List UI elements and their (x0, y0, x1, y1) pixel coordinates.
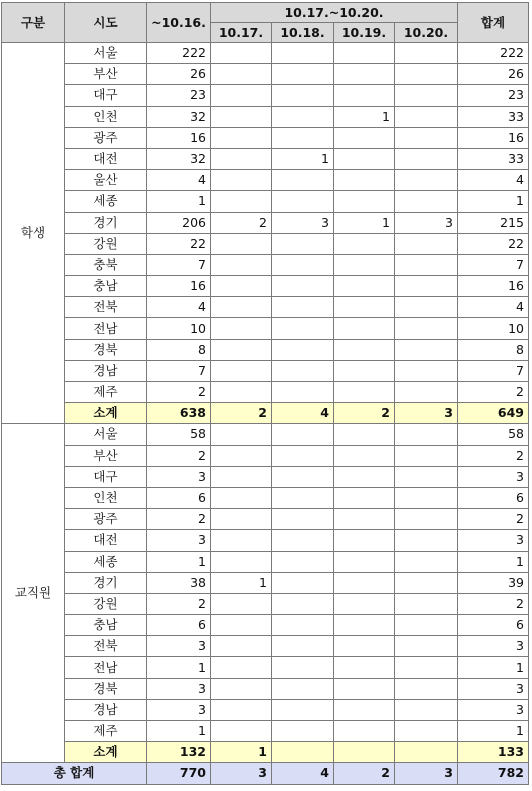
value-cell (211, 551, 272, 572)
table-row (2, 657, 529, 678)
value-cell (395, 382, 458, 403)
value-cell (395, 360, 458, 381)
value-cell (211, 191, 272, 212)
value-cell (272, 106, 334, 127)
subtotal-value (272, 742, 334, 763)
table-row (2, 360, 529, 381)
value-cell (395, 424, 458, 445)
subtotal-value: 3 (395, 403, 458, 424)
table-row (2, 85, 529, 106)
region-cell: 전북 (65, 297, 147, 318)
table-row (2, 699, 529, 720)
value-cell (272, 85, 334, 106)
value-cell (272, 318, 334, 339)
value-cell (272, 170, 334, 191)
table-row (2, 445, 529, 466)
value-cell (395, 530, 458, 551)
group-label: 교직원 (2, 424, 65, 763)
value-cell: 3 (272, 212, 334, 233)
table-row (2, 318, 529, 339)
header-total: 합계 (458, 3, 529, 43)
table-row (2, 170, 529, 191)
table-row (2, 212, 529, 233)
value-cell (334, 445, 395, 466)
value-cell (334, 636, 395, 657)
value-cell (211, 106, 272, 127)
value-cell: 32 (147, 148, 211, 169)
value-cell (272, 64, 334, 85)
value-cell (211, 318, 272, 339)
table-row (2, 276, 529, 297)
value-cell (211, 678, 272, 699)
value-cell (272, 233, 334, 254)
region-cell: 대전 (65, 530, 147, 551)
value-cell (395, 170, 458, 191)
subtotal-value: 649 (458, 403, 529, 424)
value-cell (395, 43, 458, 64)
value-cell (395, 509, 458, 530)
value-cell (395, 233, 458, 254)
table-row (2, 636, 529, 657)
region-cell: 서울 (65, 43, 147, 64)
table-row (2, 615, 529, 636)
value-cell (272, 509, 334, 530)
value-cell (272, 254, 334, 275)
table-row (2, 678, 529, 699)
grand-total-row (2, 763, 529, 784)
region-cell: 강원 (65, 593, 147, 614)
region-cell: 부산 (65, 64, 147, 85)
table-row (2, 64, 529, 85)
region-cell: 경기 (65, 212, 147, 233)
value-cell: 3 (147, 530, 211, 551)
value-cell: 3 (458, 466, 529, 487)
value-cell: 23 (147, 85, 211, 106)
value-cell (272, 276, 334, 297)
table-row (2, 551, 529, 572)
subtotal-row (2, 403, 529, 424)
value-cell (395, 636, 458, 657)
value-cell (211, 487, 272, 508)
table-row (2, 424, 529, 445)
value-cell (395, 487, 458, 508)
value-cell: 38 (147, 572, 211, 593)
header-day: 10.20. (395, 23, 458, 43)
value-cell (334, 382, 395, 403)
header-day: 10.18. (272, 23, 334, 43)
value-cell (334, 127, 395, 148)
value-cell: 2 (147, 509, 211, 530)
value-cell: 222 (458, 43, 529, 64)
region-cell: 인천 (65, 106, 147, 127)
value-cell: 2 (458, 593, 529, 614)
table-row (2, 509, 529, 530)
value-cell: 2 (211, 212, 272, 233)
value-cell: 7 (458, 254, 529, 275)
table-row (2, 593, 529, 614)
value-cell (395, 106, 458, 127)
value-cell (334, 339, 395, 360)
header-day: 10.17. (211, 23, 272, 43)
region-cell: 경남 (65, 360, 147, 381)
grand-total-value: 2 (334, 763, 395, 784)
value-cell: 16 (147, 127, 211, 148)
value-cell: 39 (458, 572, 529, 593)
value-cell: 58 (458, 424, 529, 445)
value-cell (211, 339, 272, 360)
value-cell: 3 (147, 678, 211, 699)
value-cell (395, 254, 458, 275)
table-row (2, 127, 529, 148)
value-cell (272, 382, 334, 403)
table-row (2, 148, 529, 169)
value-cell (334, 509, 395, 530)
value-cell (211, 636, 272, 657)
value-cell: 1 (458, 657, 529, 678)
region-cell: 대구 (65, 466, 147, 487)
grand-total-value: 3 (395, 763, 458, 784)
value-cell (334, 615, 395, 636)
value-cell: 1 (147, 657, 211, 678)
region-cell: 제주 (65, 382, 147, 403)
value-cell (211, 424, 272, 445)
value-cell: 3 (395, 212, 458, 233)
value-cell (395, 678, 458, 699)
value-cell (334, 254, 395, 275)
value-cell: 33 (458, 148, 529, 169)
value-cell (334, 699, 395, 720)
value-cell (211, 127, 272, 148)
value-cell (334, 318, 395, 339)
grand-total-value: 770 (147, 763, 211, 784)
table-row (2, 191, 529, 212)
subtotal-value: 4 (272, 403, 334, 424)
value-cell: 1 (334, 212, 395, 233)
value-cell (211, 233, 272, 254)
subtotal-value: 2 (334, 403, 395, 424)
value-cell (211, 721, 272, 742)
table-row (2, 339, 529, 360)
value-cell (211, 593, 272, 614)
value-cell: 16 (458, 127, 529, 148)
region-cell: 제주 (65, 721, 147, 742)
value-cell (272, 530, 334, 551)
value-cell (272, 127, 334, 148)
value-cell (334, 276, 395, 297)
value-cell (395, 593, 458, 614)
header-region: 시도 (65, 3, 147, 43)
region-cell: 경북 (65, 339, 147, 360)
subtotal-value (395, 742, 458, 763)
region-cell: 서울 (65, 424, 147, 445)
value-cell (211, 699, 272, 720)
table-row (2, 466, 529, 487)
region-cell: 경남 (65, 699, 147, 720)
value-cell (272, 487, 334, 508)
value-cell: 26 (458, 64, 529, 85)
value-cell (272, 636, 334, 657)
value-cell (334, 721, 395, 742)
region-cell: 광주 (65, 127, 147, 148)
value-cell (395, 297, 458, 318)
region-cell: 인천 (65, 487, 147, 508)
value-cell: 32 (147, 106, 211, 127)
value-cell (211, 254, 272, 275)
value-cell: 1 (147, 551, 211, 572)
grand-total-value: 4 (272, 763, 334, 784)
value-cell (395, 657, 458, 678)
subtotal-value (334, 742, 395, 763)
value-cell (395, 64, 458, 85)
value-cell (334, 85, 395, 106)
value-cell (334, 466, 395, 487)
header-period: 10.17.~10.20. (211, 3, 458, 23)
value-cell (334, 191, 395, 212)
table-row (2, 254, 529, 275)
region-cell: 충남 (65, 276, 147, 297)
value-cell: 1 (458, 191, 529, 212)
value-cell (395, 445, 458, 466)
value-cell (272, 699, 334, 720)
value-cell: 1 (147, 721, 211, 742)
case-table (1, 2, 529, 785)
subtotal-value: 132 (147, 742, 211, 763)
value-cell (272, 615, 334, 636)
value-cell (395, 699, 458, 720)
region-cell: 대전 (65, 148, 147, 169)
table-row (2, 530, 529, 551)
value-cell: 3 (147, 636, 211, 657)
value-cell (334, 593, 395, 614)
group-label: 학생 (2, 43, 65, 424)
value-cell (272, 424, 334, 445)
grand-total-label: 총 합계 (2, 763, 147, 784)
value-cell (211, 43, 272, 64)
region-cell: 광주 (65, 509, 147, 530)
value-cell (334, 297, 395, 318)
value-cell (272, 572, 334, 593)
value-cell: 215 (458, 212, 529, 233)
value-cell: 206 (147, 212, 211, 233)
value-cell (395, 276, 458, 297)
value-cell: 7 (147, 360, 211, 381)
value-cell (272, 466, 334, 487)
table-row (2, 43, 529, 64)
value-cell: 6 (458, 487, 529, 508)
table-row (2, 721, 529, 742)
value-cell: 22 (458, 233, 529, 254)
value-cell: 3 (458, 678, 529, 699)
value-cell (272, 297, 334, 318)
region-cell: 전남 (65, 318, 147, 339)
value-cell: 3 (147, 699, 211, 720)
value-cell: 1 (458, 551, 529, 572)
value-cell (395, 339, 458, 360)
value-cell (334, 424, 395, 445)
region-cell: 충북 (65, 254, 147, 275)
region-cell: 세종 (65, 191, 147, 212)
value-cell: 6 (147, 487, 211, 508)
value-cell: 3 (458, 636, 529, 657)
value-cell: 58 (147, 424, 211, 445)
subtotal-value: 1 (211, 742, 272, 763)
region-cell: 강원 (65, 233, 147, 254)
value-cell (211, 530, 272, 551)
value-cell: 1 (211, 572, 272, 593)
table-row (2, 297, 529, 318)
value-cell (272, 445, 334, 466)
value-cell: 16 (147, 276, 211, 297)
value-cell (272, 678, 334, 699)
region-cell: 대구 (65, 85, 147, 106)
value-cell (211, 657, 272, 678)
value-cell: 22 (147, 233, 211, 254)
value-cell: 6 (147, 615, 211, 636)
value-cell (334, 551, 395, 572)
value-cell: 2 (147, 382, 211, 403)
value-cell: 4 (147, 170, 211, 191)
value-cell: 8 (458, 339, 529, 360)
table-row (2, 572, 529, 593)
value-cell: 3 (458, 699, 529, 720)
value-cell (272, 551, 334, 572)
value-cell (272, 191, 334, 212)
table-row (2, 487, 529, 508)
table-body (2, 43, 529, 785)
value-cell: 4 (458, 297, 529, 318)
value-cell (211, 148, 272, 169)
region-cell: 충남 (65, 615, 147, 636)
value-cell (272, 593, 334, 614)
value-cell: 2 (147, 445, 211, 466)
value-cell: 7 (458, 360, 529, 381)
value-cell (272, 43, 334, 64)
value-cell (211, 276, 272, 297)
value-cell (211, 64, 272, 85)
subtotal-value: 2 (211, 403, 272, 424)
table-row (2, 382, 529, 403)
value-cell: 8 (147, 339, 211, 360)
value-cell (334, 572, 395, 593)
value-cell (395, 148, 458, 169)
value-cell: 16 (458, 276, 529, 297)
value-cell: 2 (458, 509, 529, 530)
value-cell (395, 466, 458, 487)
subtotal-value: 133 (458, 742, 529, 763)
value-cell: 2 (147, 593, 211, 614)
region-cell: 경북 (65, 678, 147, 699)
value-cell: 1 (147, 191, 211, 212)
value-cell: 3 (147, 466, 211, 487)
value-cell (334, 530, 395, 551)
value-cell: 33 (458, 106, 529, 127)
table-row (2, 106, 529, 127)
subtotal-label: 소계 (65, 742, 147, 763)
region-cell: 부산 (65, 445, 147, 466)
value-cell (272, 721, 334, 742)
value-cell (211, 615, 272, 636)
value-cell (395, 85, 458, 106)
value-cell (395, 127, 458, 148)
table-row (2, 233, 529, 254)
value-cell (211, 509, 272, 530)
value-cell (211, 360, 272, 381)
value-cell (272, 360, 334, 381)
value-cell (395, 191, 458, 212)
value-cell (395, 572, 458, 593)
value-cell: 2 (458, 382, 529, 403)
header-until: ~10.16. (147, 3, 211, 43)
value-cell: 26 (147, 64, 211, 85)
value-cell: 10 (147, 318, 211, 339)
subtotal-label: 소계 (65, 403, 147, 424)
value-cell (395, 721, 458, 742)
value-cell (395, 615, 458, 636)
value-cell (334, 657, 395, 678)
table-header (2, 3, 529, 43)
value-cell: 3 (458, 530, 529, 551)
value-cell (334, 487, 395, 508)
value-cell: 10 (458, 318, 529, 339)
value-cell: 23 (458, 85, 529, 106)
value-cell: 2 (458, 445, 529, 466)
value-cell (334, 360, 395, 381)
subtotal-value: 638 (147, 403, 211, 424)
value-cell: 4 (147, 297, 211, 318)
value-cell (334, 678, 395, 699)
value-cell (395, 318, 458, 339)
value-cell (334, 43, 395, 64)
value-cell (211, 170, 272, 191)
value-cell: 1 (272, 148, 334, 169)
value-cell (211, 382, 272, 403)
value-cell (334, 233, 395, 254)
value-cell (211, 445, 272, 466)
value-cell (395, 551, 458, 572)
value-cell: 7 (147, 254, 211, 275)
region-cell: 경기 (65, 572, 147, 593)
value-cell: 1 (458, 721, 529, 742)
grand-total-value: 3 (211, 763, 272, 784)
subtotal-row (2, 742, 529, 763)
header-category: 구분 (2, 3, 65, 43)
region-cell: 전남 (65, 657, 147, 678)
value-cell (211, 297, 272, 318)
value-cell (272, 657, 334, 678)
region-cell: 울산 (65, 170, 147, 191)
value-cell: 1 (334, 106, 395, 127)
value-cell: 222 (147, 43, 211, 64)
value-cell (211, 466, 272, 487)
grand-total-value: 782 (458, 763, 529, 784)
value-cell (334, 148, 395, 169)
value-cell: 4 (458, 170, 529, 191)
value-cell (272, 339, 334, 360)
value-cell (211, 85, 272, 106)
value-cell: 6 (458, 615, 529, 636)
value-cell (334, 170, 395, 191)
region-cell: 전북 (65, 636, 147, 657)
region-cell: 세종 (65, 551, 147, 572)
header-day: 10.19. (334, 23, 395, 43)
value-cell (334, 64, 395, 85)
